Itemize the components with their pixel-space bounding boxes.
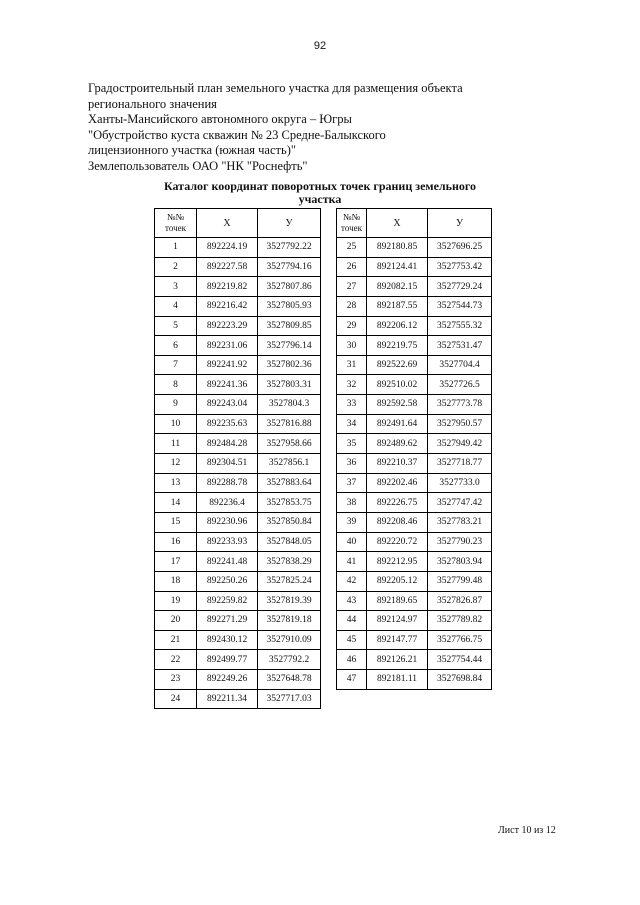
coordinate-x: 892288.78 [197, 473, 258, 493]
table-row [155, 552, 321, 572]
table-row [155, 238, 321, 258]
coordinate-x: 892235.63 [197, 414, 258, 434]
coordinate-y: 3527910.09 [258, 630, 321, 650]
sheet-number: Лист 10 из 12 [498, 825, 556, 836]
header-line: регионального значения [88, 96, 217, 111]
table-row [337, 630, 492, 650]
table-row [155, 571, 321, 591]
point-number: 23 [155, 670, 197, 690]
point-number: 40 [337, 532, 367, 552]
header-line: Ханты-Мансийского автономного округа – Югры [88, 112, 352, 127]
coordinate-y: 3527544.73 [428, 296, 492, 316]
point-number: 18 [155, 571, 197, 591]
point-number: 33 [337, 395, 367, 415]
table-row [155, 493, 321, 513]
coordinate-x: 892216.42 [197, 296, 258, 316]
point-number: 2 [155, 257, 197, 277]
coordinate-x: 892499.77 [197, 650, 258, 670]
column-header-x: Х [197, 209, 258, 238]
point-number: 28 [337, 296, 367, 316]
table-row [337, 355, 492, 375]
coordinate-y: 3527733.0 [428, 473, 492, 493]
table-row [155, 650, 321, 670]
point-number: 5 [155, 316, 197, 336]
table-row [155, 336, 321, 356]
coordinate-x: 892180.85 [367, 238, 428, 258]
point-number: 4 [155, 296, 197, 316]
coordinate-y: 3527773.78 [428, 395, 492, 415]
column-header-number-line1: №№ [342, 212, 361, 222]
table-row [155, 630, 321, 650]
coordinate-y: 3527850.84 [258, 512, 321, 532]
coordinate-y: 3527799.48 [428, 571, 492, 591]
point-number: 34 [337, 414, 367, 434]
coordinate-y: 3527816.88 [258, 414, 321, 434]
point-number: 12 [155, 454, 197, 474]
point-number: 44 [337, 611, 367, 631]
table-row [337, 591, 492, 611]
point-number: 32 [337, 375, 367, 395]
point-number: 15 [155, 512, 197, 532]
point-number: 26 [337, 257, 367, 277]
coordinate-y: 3527698.84 [428, 670, 492, 690]
point-number: 39 [337, 512, 367, 532]
coordinate-y: 3527696.25 [428, 238, 492, 258]
table-row [337, 316, 492, 336]
coordinate-x: 892241.92 [197, 355, 258, 375]
coordinate-x: 892219.82 [197, 277, 258, 297]
table-row [155, 414, 321, 434]
coordinate-y: 3527717.03 [258, 689, 321, 709]
point-number: 13 [155, 473, 197, 493]
point-number: 11 [155, 434, 197, 454]
point-number: 36 [337, 454, 367, 474]
coordinate-y: 3527805.93 [258, 296, 321, 316]
point-number: 35 [337, 434, 367, 454]
coordinate-x: 892181.11 [367, 670, 428, 690]
point-number: 16 [155, 532, 197, 552]
table-row [337, 238, 492, 258]
coordinate-y: 3527555.32 [428, 316, 492, 336]
coordinate-x: 892241.36 [197, 375, 258, 395]
coordinate-x: 892223.29 [197, 316, 258, 336]
coordinate-x: 892484.28 [197, 434, 258, 454]
coordinate-x: 892224.19 [197, 238, 258, 258]
table-row [337, 571, 492, 591]
table-row [337, 296, 492, 316]
point-number: 21 [155, 630, 197, 650]
table-row [337, 493, 492, 513]
point-number: 37 [337, 473, 367, 493]
coordinate-y: 3527766.75 [428, 630, 492, 650]
point-number: 43 [337, 591, 367, 611]
table-row [337, 473, 492, 493]
table-row [155, 454, 321, 474]
coordinate-y: 3527747.42 [428, 493, 492, 513]
table-row [155, 316, 321, 336]
coordinate-x: 892210.37 [367, 454, 428, 474]
coordinate-x: 892304.51 [197, 454, 258, 474]
table-header-row [337, 209, 492, 238]
coordinate-x: 892206.12 [367, 316, 428, 336]
column-header-number-line1: №№ [166, 212, 185, 222]
coordinate-y: 3527718.77 [428, 454, 492, 474]
table-row [155, 512, 321, 532]
coordinate-x: 892271.29 [197, 611, 258, 631]
table-row [337, 650, 492, 670]
coordinate-x: 892208.46 [367, 512, 428, 532]
coordinate-x: 892250.26 [197, 571, 258, 591]
coordinate-y: 3527958.66 [258, 434, 321, 454]
coordinates-table-body [337, 238, 492, 690]
point-number: 14 [155, 493, 197, 513]
coordinate-x: 892489.62 [367, 434, 428, 454]
coordinate-y: 3527949.42 [428, 434, 492, 454]
coordinate-y: 3527825.24 [258, 571, 321, 591]
header-line: Землепользователь ОАО "НК "Роснефть" [88, 158, 308, 173]
point-number: 29 [337, 316, 367, 336]
coordinate-x: 892243.04 [197, 395, 258, 415]
coordinate-x: 892430.12 [197, 630, 258, 650]
coordinate-x: 892522.69 [367, 355, 428, 375]
coordinate-x: 892126.21 [367, 650, 428, 670]
table-row [337, 670, 492, 690]
coordinate-y: 3527753.42 [428, 257, 492, 277]
coordinate-x: 892510.02 [367, 375, 428, 395]
coordinate-y: 3527726.5 [428, 375, 492, 395]
coordinate-y: 3527803.31 [258, 375, 321, 395]
column-header-x: Х [367, 209, 428, 238]
point-number: 1 [155, 238, 197, 258]
table-row [337, 277, 492, 297]
table-row [155, 375, 321, 395]
point-number: 7 [155, 355, 197, 375]
page-number: 92 [313, 40, 327, 52]
coordinate-y: 3527531.47 [428, 336, 492, 356]
coordinate-x: 892230.96 [197, 512, 258, 532]
point-number: 30 [337, 336, 367, 356]
point-number: 27 [337, 277, 367, 297]
column-header-y: У [428, 209, 492, 238]
point-number: 41 [337, 552, 367, 572]
coordinate-y: 3527802.36 [258, 355, 321, 375]
table-row [155, 670, 321, 690]
point-number: 9 [155, 395, 197, 415]
coordinate-y: 3527796.14 [258, 336, 321, 356]
table-row [155, 434, 321, 454]
table-header-row [155, 209, 321, 238]
coordinate-x: 892219.75 [367, 336, 428, 356]
coordinate-y: 3527826.87 [428, 591, 492, 611]
table-row [337, 532, 492, 552]
coordinate-y: 3527729.24 [428, 277, 492, 297]
coordinate-y: 3527809.85 [258, 316, 321, 336]
coordinate-x: 892227.58 [197, 257, 258, 277]
point-number: 6 [155, 336, 197, 356]
coordinates-table-body [155, 238, 321, 709]
coordinate-y: 3527838.29 [258, 552, 321, 572]
table-row [337, 552, 492, 572]
document-header [88, 81, 508, 175]
coordinate-x: 892241.48 [197, 552, 258, 572]
table-row [337, 434, 492, 454]
coordinates-table-right [336, 208, 492, 690]
coordinate-x: 892082.15 [367, 277, 428, 297]
point-number: 42 [337, 571, 367, 591]
table-row [337, 414, 492, 434]
coordinate-x: 892592.58 [367, 395, 428, 415]
point-number: 17 [155, 552, 197, 572]
table-row [155, 591, 321, 611]
table-row [337, 375, 492, 395]
coordinate-x: 892187.55 [367, 296, 428, 316]
point-number: 47 [337, 670, 367, 690]
coordinate-x: 892189.65 [367, 591, 428, 611]
header-line: Градостроительный план земельного участка для размещения объекта [88, 81, 463, 95]
header-line: лицензионного участка (южная часть)" [88, 143, 296, 158]
point-number: 31 [337, 355, 367, 375]
point-number: 22 [155, 650, 197, 670]
coordinate-y: 3527754.44 [428, 650, 492, 670]
coordinate-x: 892220.72 [367, 532, 428, 552]
table-row [155, 611, 321, 631]
coordinate-y: 3527883.64 [258, 473, 321, 493]
table-row [155, 355, 321, 375]
coordinate-y: 3527803.94 [428, 552, 492, 572]
coordinate-y: 3527783.21 [428, 512, 492, 532]
table-row [337, 512, 492, 532]
catalog-title [130, 180, 510, 206]
coordinate-x: 892212.95 [367, 552, 428, 572]
point-number: 3 [155, 277, 197, 297]
coordinate-y: 3527819.39 [258, 591, 321, 611]
coordinate-x: 892147.77 [367, 630, 428, 650]
coordinate-y: 3527794.16 [258, 257, 321, 277]
table-row [155, 296, 321, 316]
coordinate-x: 892124.97 [367, 611, 428, 631]
coordinate-x: 892231.06 [197, 336, 258, 356]
coordinate-y: 3527792.2 [258, 650, 321, 670]
point-number: 25 [337, 238, 367, 258]
coordinate-y: 3527792.22 [258, 238, 321, 258]
coordinate-x: 892491.64 [367, 414, 428, 434]
coordinate-y: 3527853.75 [258, 493, 321, 513]
column-header-number [337, 209, 367, 238]
coordinate-x: 892124.41 [367, 257, 428, 277]
coordinate-y: 3527790.23 [428, 532, 492, 552]
coordinate-y: 3527789.82 [428, 611, 492, 631]
point-number: 8 [155, 375, 197, 395]
coordinate-y: 3527856.1 [258, 454, 321, 474]
point-number: 10 [155, 414, 197, 434]
table-row [155, 395, 321, 415]
coordinate-x: 892233.93 [197, 532, 258, 552]
coordinate-x: 892236.4 [197, 493, 258, 513]
coordinate-x: 892205.12 [367, 571, 428, 591]
table-row [155, 277, 321, 297]
table-row [337, 454, 492, 474]
table-row [337, 395, 492, 415]
coordinate-x: 892202.46 [367, 473, 428, 493]
catalog-title-line: Каталог координат поворотных точек границ земельного [163, 179, 477, 193]
coordinate-y: 3527819.18 [258, 611, 321, 631]
column-header-number [155, 209, 197, 238]
coordinate-x: 892249.26 [197, 670, 258, 690]
point-number: 24 [155, 689, 197, 709]
coordinate-y: 3527848.05 [258, 532, 321, 552]
coordinate-x: 892259.82 [197, 591, 258, 611]
point-number: 38 [337, 493, 367, 513]
coordinate-y: 3527648.78 [258, 670, 321, 690]
coordinates-table-left [154, 208, 321, 709]
catalog-title-line: участка [298, 192, 342, 206]
table-row [337, 336, 492, 356]
table-row [155, 257, 321, 277]
point-number: 20 [155, 611, 197, 631]
table-row [155, 689, 321, 709]
point-number: 19 [155, 591, 197, 611]
table-row [155, 532, 321, 552]
coordinate-y: 3527704.4 [428, 355, 492, 375]
table-row [337, 611, 492, 631]
coordinate-y: 3527804.3 [258, 395, 321, 415]
coordinate-y: 3527807.86 [258, 277, 321, 297]
header-line: "Обустройство куста скважин № 23 Средне-Балыкского [88, 127, 386, 142]
column-header-y: У [258, 209, 321, 238]
table-row [155, 473, 321, 493]
column-header-number-line2: точек [341, 223, 362, 233]
coordinate-x: 892211.34 [197, 689, 258, 709]
table-row [337, 257, 492, 277]
coordinate-x: 892226.75 [367, 493, 428, 513]
column-header-number-line2: точек [165, 223, 186, 233]
point-number: 45 [337, 630, 367, 650]
point-number: 46 [337, 650, 367, 670]
coordinate-y: 3527950.57 [428, 414, 492, 434]
